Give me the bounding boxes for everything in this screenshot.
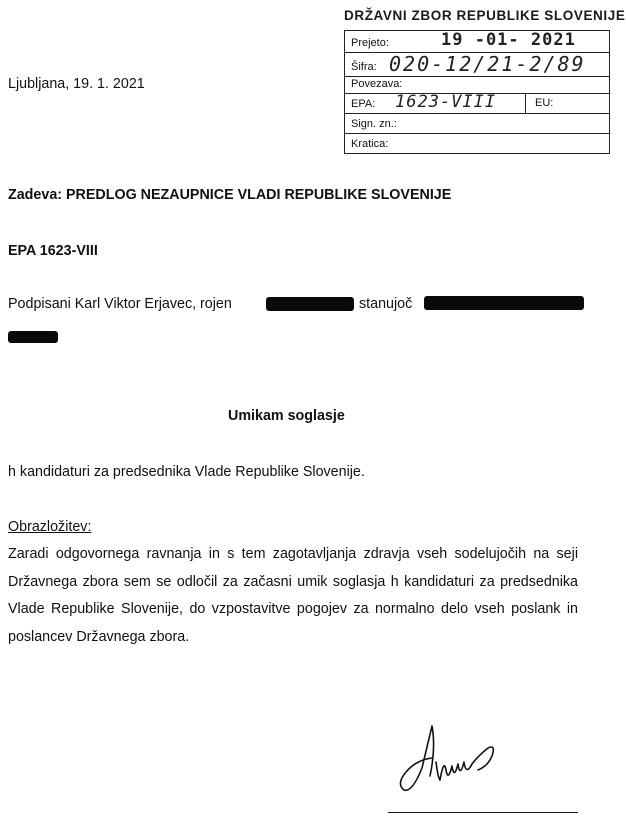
stamp-label-povezava: Povezava:	[351, 78, 403, 90]
stamp-label-eu: EU:	[535, 97, 554, 109]
stamp-row-sign	[345, 114, 609, 134]
statement-text: h kandidaturi za predsednika Vlade Republike Slovenije.	[8, 464, 365, 480]
signature-line	[388, 812, 578, 813]
stamp-eu-divider	[525, 94, 526, 113]
handwritten-signature	[392, 718, 522, 798]
epa-number: EPA 1623-VIII	[8, 243, 98, 259]
stamp-title: DRŽAVNI ZBOR REPUBLIKE SLOVENIJE	[344, 8, 626, 23]
stamp-row-epa	[345, 94, 609, 114]
subject-line: Zadeva: PREDLOG NEZAUPNICE VLADI REPUBLIKE SLOVENIJE	[8, 187, 452, 203]
stamp-label-sign: Sign. zn.:	[351, 118, 397, 130]
reasoning-paragraph: Zaradi odgovornega ravnanja in s tem zagotavljanja zdravja vseh sodelujočih na seji Državnega zbora sem se odločil za začasni umik soglasja h kandidaturi za predsednika Vlade Republike Slovenije, do vzpostavitve pogojev za normalno delo vseh poslank in poslancev Državnega zbora.	[8, 546, 578, 645]
redaction-address	[424, 296, 584, 310]
stamp-row-sifra	[345, 53, 609, 77]
section-heading: Umikam soglasje	[228, 408, 345, 424]
place-date: Ljubljana, 19. 1. 2021	[8, 76, 145, 92]
stamp-value-epa: 1623-VIII	[395, 92, 497, 112]
signer-residence: stanujoč	[359, 296, 413, 312]
signer-intro: Podpisani Karl Viktor Erjavec, rojen	[8, 296, 232, 312]
stamp-row-prejeto	[345, 31, 609, 53]
redaction-birthdate	[266, 297, 354, 311]
stamp-label-prejeto: Prejeto:	[351, 37, 389, 49]
stamp-label-epa: EPA:	[351, 98, 376, 110]
stamp-value-prejeto: 19 -01- 2021	[441, 30, 576, 50]
stamp-row-kratica	[345, 134, 609, 153]
stamp-label-sifra: Šifra:	[351, 61, 377, 73]
registry-stamp	[344, 30, 610, 154]
stamp-value-sifra: 020-12/21-2/89	[389, 52, 586, 76]
stamp-label-kratica: Kratica:	[351, 138, 389, 150]
redaction-address-cont	[8, 331, 58, 343]
reasoning-heading: Obrazložitev:	[8, 519, 92, 535]
